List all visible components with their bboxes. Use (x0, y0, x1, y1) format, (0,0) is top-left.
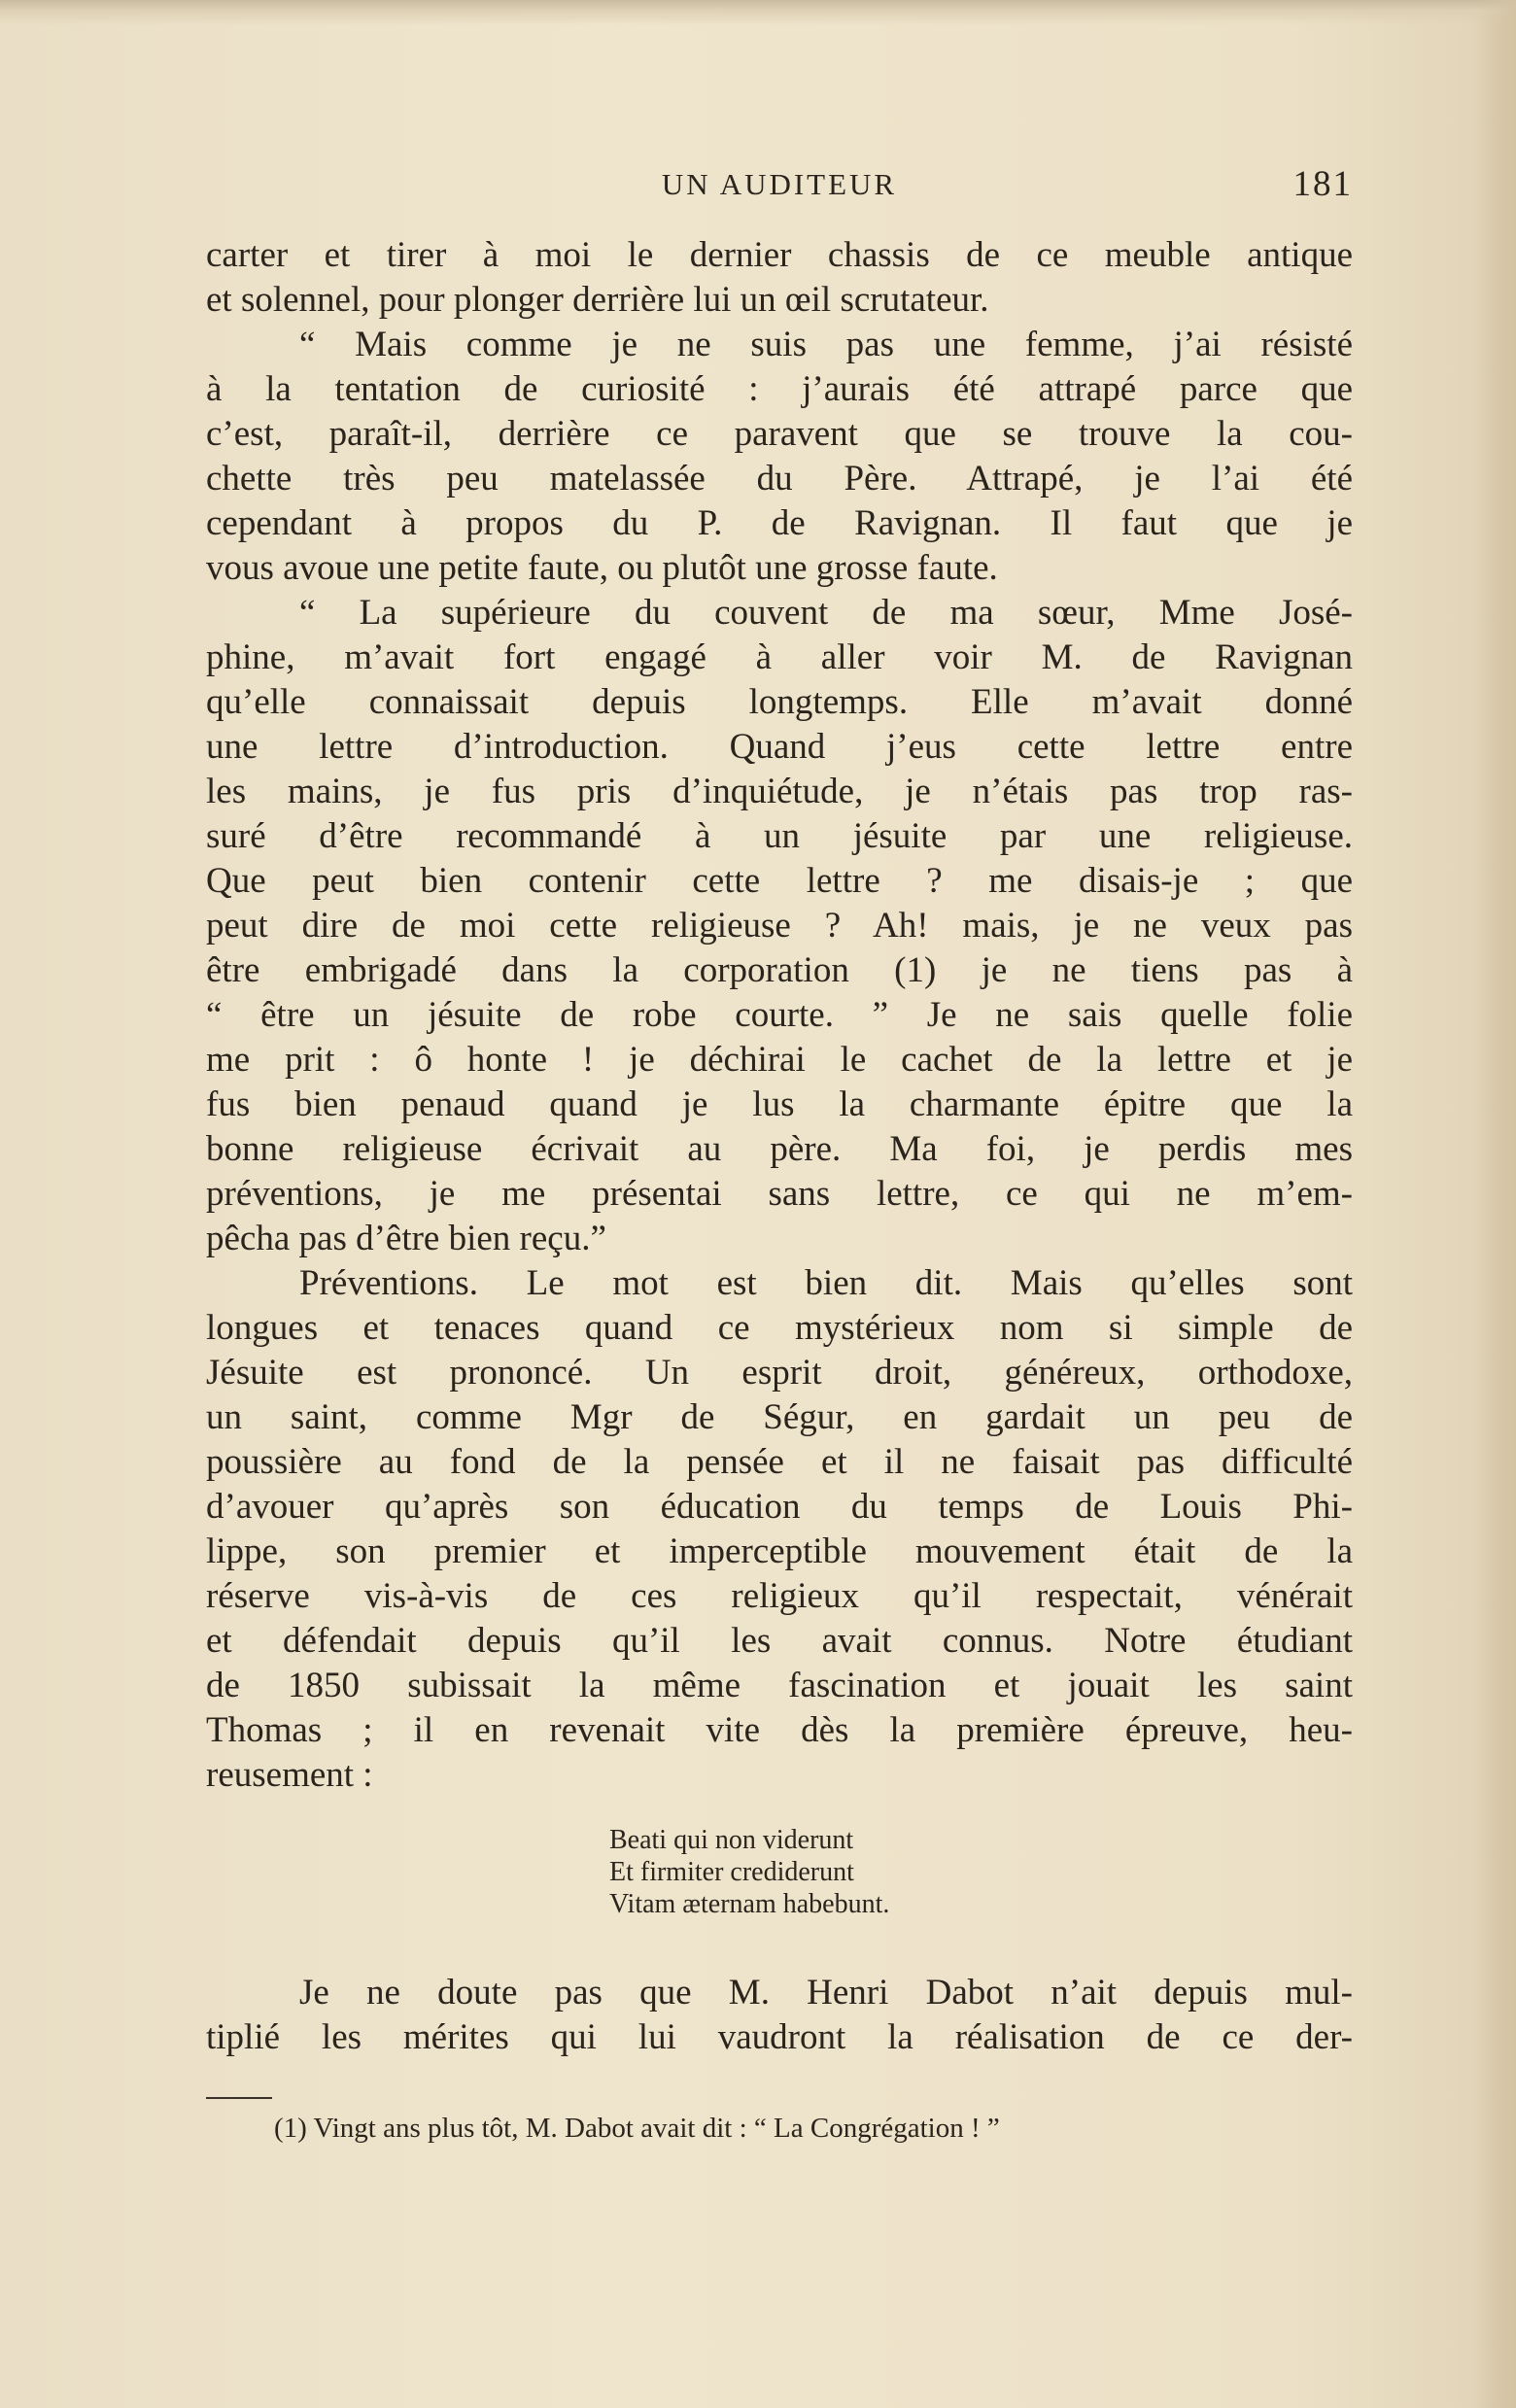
text-line: un saint, comme Mgr de Ségur, en gardait un peu de (206, 1397, 1353, 1437)
text-line: poussière au fond de la pensée et il ne faisait pas difficulté (206, 1442, 1353, 1482)
text-line: Je ne doute pas que M. Henri Dabot n’ait depuis mul- (299, 1973, 1353, 2012)
text-line: reusement : (206, 1755, 373, 1795)
text-line: être embrigadé dans la corporation (1) je ne tiens pas à (206, 950, 1353, 990)
text-line: c’est, paraît-il, derrière ce paravent que se trouve la cou- (206, 414, 1353, 454)
text-line: vous avoue une petite faute, ou plutôt une grosse faute. (206, 548, 998, 588)
verse-line: Vitam æternam habebunt. (609, 1889, 890, 1919)
verse-line: Et firmiter crediderunt (609, 1857, 854, 1887)
text-line: préventions, je me présentai sans lettre, ce qui ne m’em- (206, 1174, 1353, 1214)
text-line: Jésuite est prononcé. Un esprit droit, généreux, orthodoxe, (206, 1353, 1353, 1393)
text-line: cependant à propos du P. de Ravignan. Il faut que je (206, 503, 1353, 543)
main-text (206, 233, 1353, 1798)
closing-text (206, 1971, 1353, 2060)
text-line: lippe, son premier et imperceptible mouvement était de la (206, 1531, 1353, 1571)
text-line: de 1850 subissait la même fascination et jouait les saint (206, 1666, 1353, 1705)
page-number: 181 (1292, 164, 1353, 204)
text-line: “ Mais comme je ne suis pas une femme, j’ai résisté (299, 325, 1353, 364)
text-line: et solennel, pour plonger derrière lui un œil scrutateur. (206, 280, 989, 320)
footnote: (1) Vingt ans plus tôt, M. Dabot avait dit : “ La Congrégation ! ” (274, 2113, 1000, 2144)
footnote-rule (206, 2097, 272, 2099)
text-line: qu’elle connaissait depuis longtemps. Elle m’avait donné (206, 682, 1353, 722)
text-line: bonne religieuse écrivait au père. Ma foi, je perdis mes (206, 1129, 1353, 1169)
page-right-edge (1477, 0, 1516, 2408)
text-line: les mains, je fus pris d’inquiétude, je n’étais pas trop ras- (206, 772, 1353, 811)
text-line: Thomas ; il en revenait vite dès la première épreuve, heu- (206, 1710, 1353, 1750)
text-line: carter et tirer à moi le dernier chassis de ce meuble antique (206, 235, 1353, 275)
text-line: tiplié les mérites qui lui vaudront la réalisation de ce der- (206, 2017, 1353, 2057)
text-line: Préventions. Le mot est bien dit. Mais qu’elles sont (299, 1263, 1353, 1303)
text-line: suré d’être recommandé à un jésuite par une religieuse. (206, 816, 1353, 856)
text-line: “ être un jésuite de robe courte. ” Je ne sais quelle folie (206, 995, 1353, 1035)
text-line: à la tentation de curiosité : j’aurais été attrapé parce que (206, 369, 1353, 409)
text-line: et défendait depuis qu’il les avait connus. Notre étudiant (206, 1621, 1353, 1661)
page-top-edge (0, 0, 1516, 25)
text-line: une lettre d’introduction. Quand j’eus cette lettre entre (206, 727, 1353, 767)
verse-line: Beati qui non viderunt (609, 1825, 854, 1855)
latin-verse (609, 1824, 889, 1920)
text-line: réserve vis-à-vis de ces religieux qu’il respectait, vénérait (206, 1576, 1353, 1616)
text-line: longues et tenaces quand ce mystérieux nom si simple de (206, 1308, 1353, 1348)
text-line: peut dire de moi cette religieuse ? Ah! mais, je ne veux pas (206, 906, 1353, 946)
text-line: pêcha pas d’être bien reçu.” (206, 1219, 606, 1258)
text-line: Que peut bien contenir cette lettre ? me disais-je ; que (206, 861, 1353, 901)
text-line: chette très peu matelassée du Père. Attrapé, je l’ai été (206, 459, 1353, 499)
text-line: “ La supérieure du couvent de ma sœur, Mme José- (299, 593, 1353, 633)
page-header (206, 163, 1353, 210)
text-line: fus bien penaud quand je lus la charmante épitre que la (206, 1084, 1353, 1124)
running-head: UN AUDITEUR (661, 167, 898, 201)
text-line: d’avouer qu’après son éducation du temps de Louis Phi- (206, 1487, 1353, 1527)
text-line: phine, m’avait fort engagé à aller voir M. de Ravignan (206, 637, 1353, 677)
text-line: me prit : ô honte ! je déchirai le cachet de la lettre et je (206, 1040, 1353, 1080)
